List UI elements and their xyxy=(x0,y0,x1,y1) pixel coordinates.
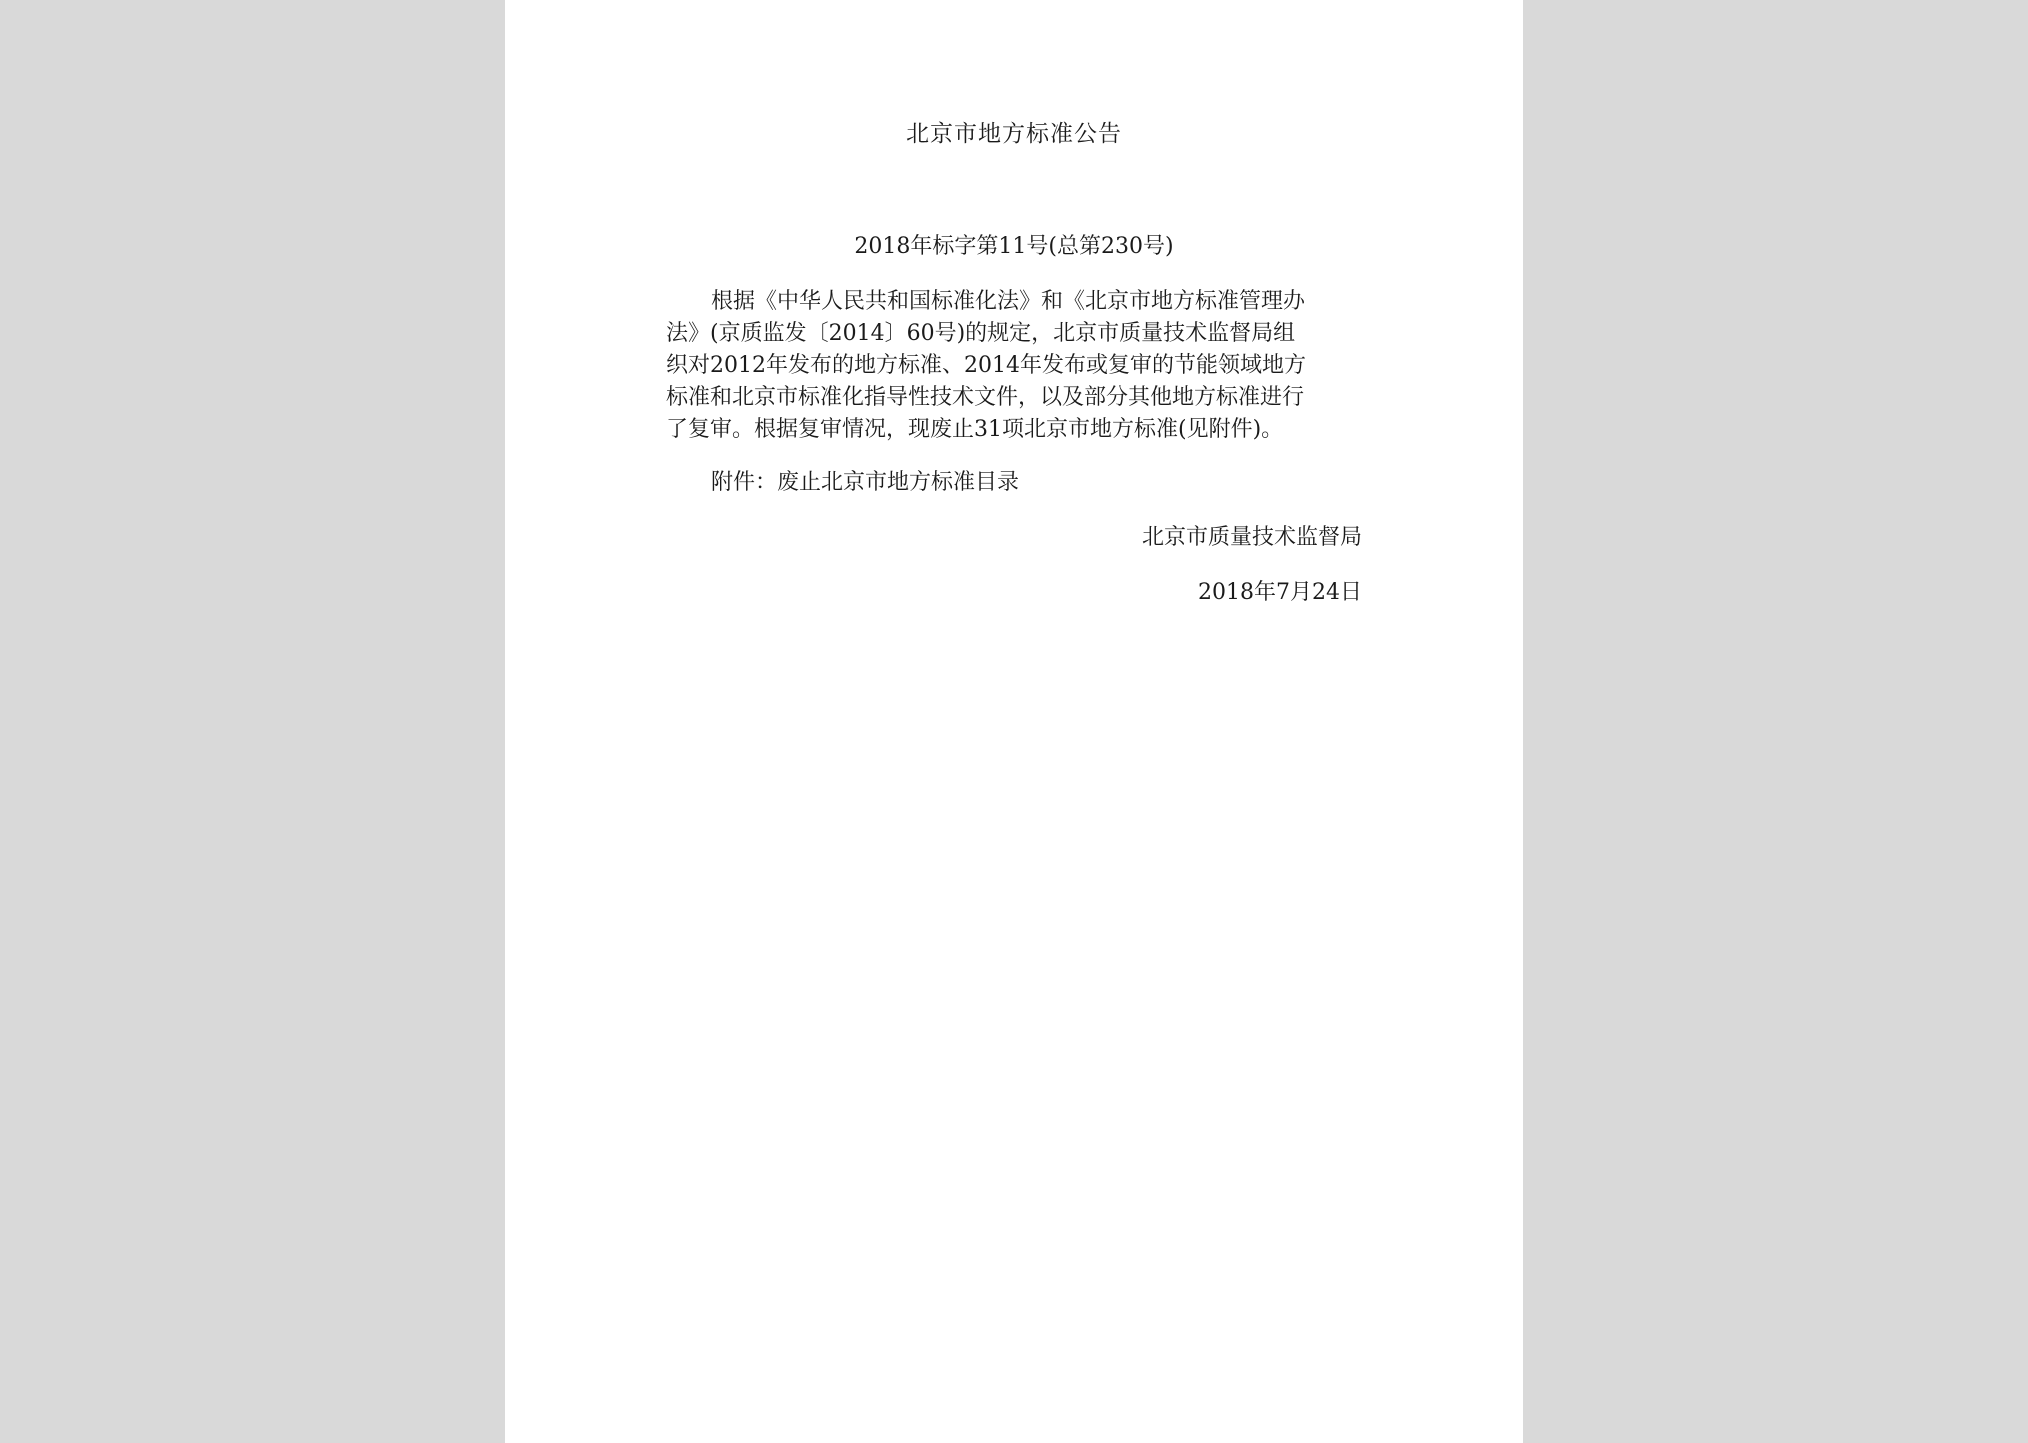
issue-date: 2018年7月24日 xyxy=(1198,580,1362,605)
document-page xyxy=(505,0,1523,1443)
document-number: 2018年标字第11号(总第230号) xyxy=(854,234,1174,259)
body-paragraph xyxy=(666,286,1366,446)
body-line: 织对2012年发布的地方标准、2014年发布或复审的节能领域地方 xyxy=(666,353,1306,378)
body-line: 根据《中华人民共和国标准化法》和《北京市地方标准管理办 xyxy=(711,289,1306,314)
page-title: 北京市地方标准公告 xyxy=(906,121,1122,147)
body-line: 标准和北京市标准化指导性技术文件，以及部分其他地方标准进行 xyxy=(666,385,1305,410)
attachment-text: 附件：废止北京市地方标准目录 xyxy=(711,470,1020,495)
body-line: 了复审。根据复审情况，现废止31项北京市地方标准(见附件)。 xyxy=(666,417,1284,442)
issuer-signature: 北京市质量技术监督局 xyxy=(1141,525,1362,550)
body-line: 法》(京质监发〔2014〕60号)的规定，北京市质量技术监督局组 xyxy=(666,321,1296,346)
attachment-line xyxy=(666,467,1366,499)
